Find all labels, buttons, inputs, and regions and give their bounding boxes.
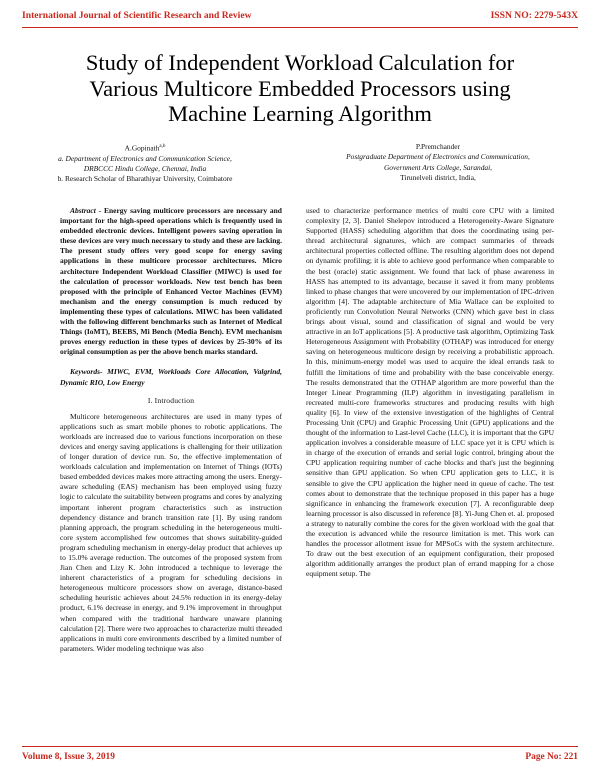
abstract-text: Energy saving multicore processors are necessary and important for the high-speed operations which is frequently used in embedded electronic devices. Intelligent powers saving operation in these devices are very much necessary to study and these are lacking. The present study offers very good scope for energy saving applications in these multicore processor architectures. Micro architecture Independent Workload Classifier (MIWC) is used for the calculation of processor workloads. New test bench has been proposed with the principle of Enhanced Vector Machines (EVM) mechanism and the energy consumption is much reduced by implementing these types of calculations. MIWC has been validated with the following different benchmarks such as Internet of Medical Things (IoMT), BEEBS, Mi Bench (Media Bench). EVM mechanism proves energy reduction in these types of devices by 25-30% of its original consumption as per the above bench marks standard.: [60, 206, 282, 357]
author-affiliation: DRBCCC Hindu College, Chennai, India: [83, 164, 207, 174]
author-affiliation: a. Department of Electronics and Communication Science,: [58, 153, 232, 163]
paper-title: [30, 50, 570, 127]
journal-header: [22, 10, 578, 26]
title-line: Various Multicore Embedded Processors using: [89, 75, 511, 101]
title-line: Machine Learning Algorithm: [168, 101, 432, 126]
issn-number: ISSN NO: 2279-543X: [490, 10, 578, 21]
author-affiliation: Postgraduate Department of Electronics and Communication,: [346, 152, 530, 162]
author-affiliation: Government Arts College, Sarandai,: [383, 162, 493, 172]
abstract: [60, 206, 282, 357]
author-block-right: [318, 142, 558, 183]
right-column: [306, 206, 554, 579]
header-rule: [22, 27, 578, 28]
section-heading: I. Introduction: [147, 395, 195, 405]
volume-issue: Volume 8, Issue 3, 2019: [22, 752, 115, 762]
abstract-label: Abstract -: [70, 206, 102, 215]
author-block-left: [36, 142, 254, 185]
author-name: A.Gopinath: [124, 143, 160, 153]
page-number: Page No: 221: [525, 752, 578, 762]
author-affiliation-marks: a,b: [159, 144, 166, 149]
journal-name: International Journal of Scientific Research and Review: [22, 10, 252, 21]
title-line: Study of Independent Workload Calculation for: [85, 50, 515, 75]
page-footer: [22, 752, 578, 766]
author-affiliation: Tirunelveli district, India,: [400, 172, 476, 182]
body-paragraph: used to characterize performance metrics of multi core CPU with a limited complexity [2, 3]. Daniel Shelepov introduced a Heterogeneity-Aware Signature Supported (HASS) scheduling algorithm that does the coordinating using per-thread architectural signatures, which are compact summaries of threads architectural properties collected offline. The resulting algorithm does not depend on dynamic profiling; it is able to achieve good performance when comparable to the best (oracle) static assignment. We found that lack of phase awareness in HASS has attempted to its advantage, because it saved it from many problems linked to phase changes that were uncovered by our implementation of IPC-driven algorithm [4]. The adaptable architecture of Mia Wallace can be exploited to proficiently run Convolution Neural Networks (CNN) which gave best in class brings about visual, sound and classification of signal and would be very attractive in an IoT applications [5]. A productive task algorithm, Optimizing Task Heterogeneous Assignment with Probability (OTHAP) was introduced for energy saving on heterogeneous multicore design by receiving a probabilistic approach. In this, minimum-energy model was used to acquire the ideal errands task to fulfill the limitations of time and probability with the base conceivable energy. The results demonstrated that the OTHAP algorithm are more powerful than the Integer Linear Programming (ILP) algorithm in investigating parallelism in recreated multi-core frameworks structures and producing results with high quality [6]. In view of the extensive investigation of the highlights of Central Processing Unit (CPU) and Graphic Processing Unit (GPU) applications and the thought of the information to Last-level Cache (LLC), it is important that the GPU application involves a considerable measure of LLC space yet it is CPU which is in charge of the execution of errands and serial logic control, bringing about the CPU application requiring number of cache blocks and that's just the beginning sensitive than GPU application. So when CPU application gets to LLC, it is sensible to give the CPU application the higher need in queue of cache. The test comes about to demonstrate that the technique proposed in this paper has a huge significance in enhancing the framework execution [7]. A reconfigurable deep learning processor is also discussed in reference [8]. Yi-Jung Chen et. al. proposed a strategy to naturally combine the cores for the given workload with the goal that the execution is advanced while the resource limitation is met. This work can handles the processor allotment issue for MPSoCs with the system architecture. To draw out the best execution of an equipment configuration, their proposed algorithm additionally arranges the product plan of errand mapping for a chose equipment setup. The: [306, 206, 554, 579]
left-column: [60, 206, 282, 654]
author-affiliation: b. Research Scholar of Bharathiyar University, Coimbatore: [57, 174, 233, 184]
keywords: Keywords- MIWC, EVM, Workloads Core Allocation, Valgrind, Dynamic RIO, Low Energy: [60, 367, 282, 387]
body-paragraph: Multicore heterogeneous architectures are used in many types of applications such as smart mobile phones to robotic applications. The workloads are increased due to various functions incorporation on these devices and energy saving applications is challenging for their utilization of longer duration of device run. So, the effective implementation of workloads calculation and implementation on Internet of Things (IOTs) based embedded devices makes more attracting among the users. Energy-aware scheduling (EAS) mechanism has been employed using fuzzy logic to calculate the suitability between programs and cores by analyzing important inherent program characteristics such as instruction dependency distance and branch transition rate [1]. By using random planning approach, the program scheduling in the heterogeneous multi-core system accomplished few outcomes that shows suitability-guided program scheduling mechanism in energy-delay product that achieves up to 15.0% average reduction. The outcomes of the proposed system from Jian Chen and Lizy K. John introduced a technique to leverage the inherent characteristics of a program for scheduling decisions in heterogeneous multicore processors show on average, distance-based scheduling heuristic achieves about 24.5% reduction in its energy-delay product, 6.1% decrease in energy, and 9.1% improvement in throughput when compared with the traditional hardware unaware planning calculation [2]. There were two approaches to characterize multi threaded applications in multi core environments described by a limited number of parameters. Wider modeling technique was also: [60, 411, 283, 653]
author-name: P.Premchander: [415, 142, 461, 151]
footer-rule: [22, 746, 578, 747]
